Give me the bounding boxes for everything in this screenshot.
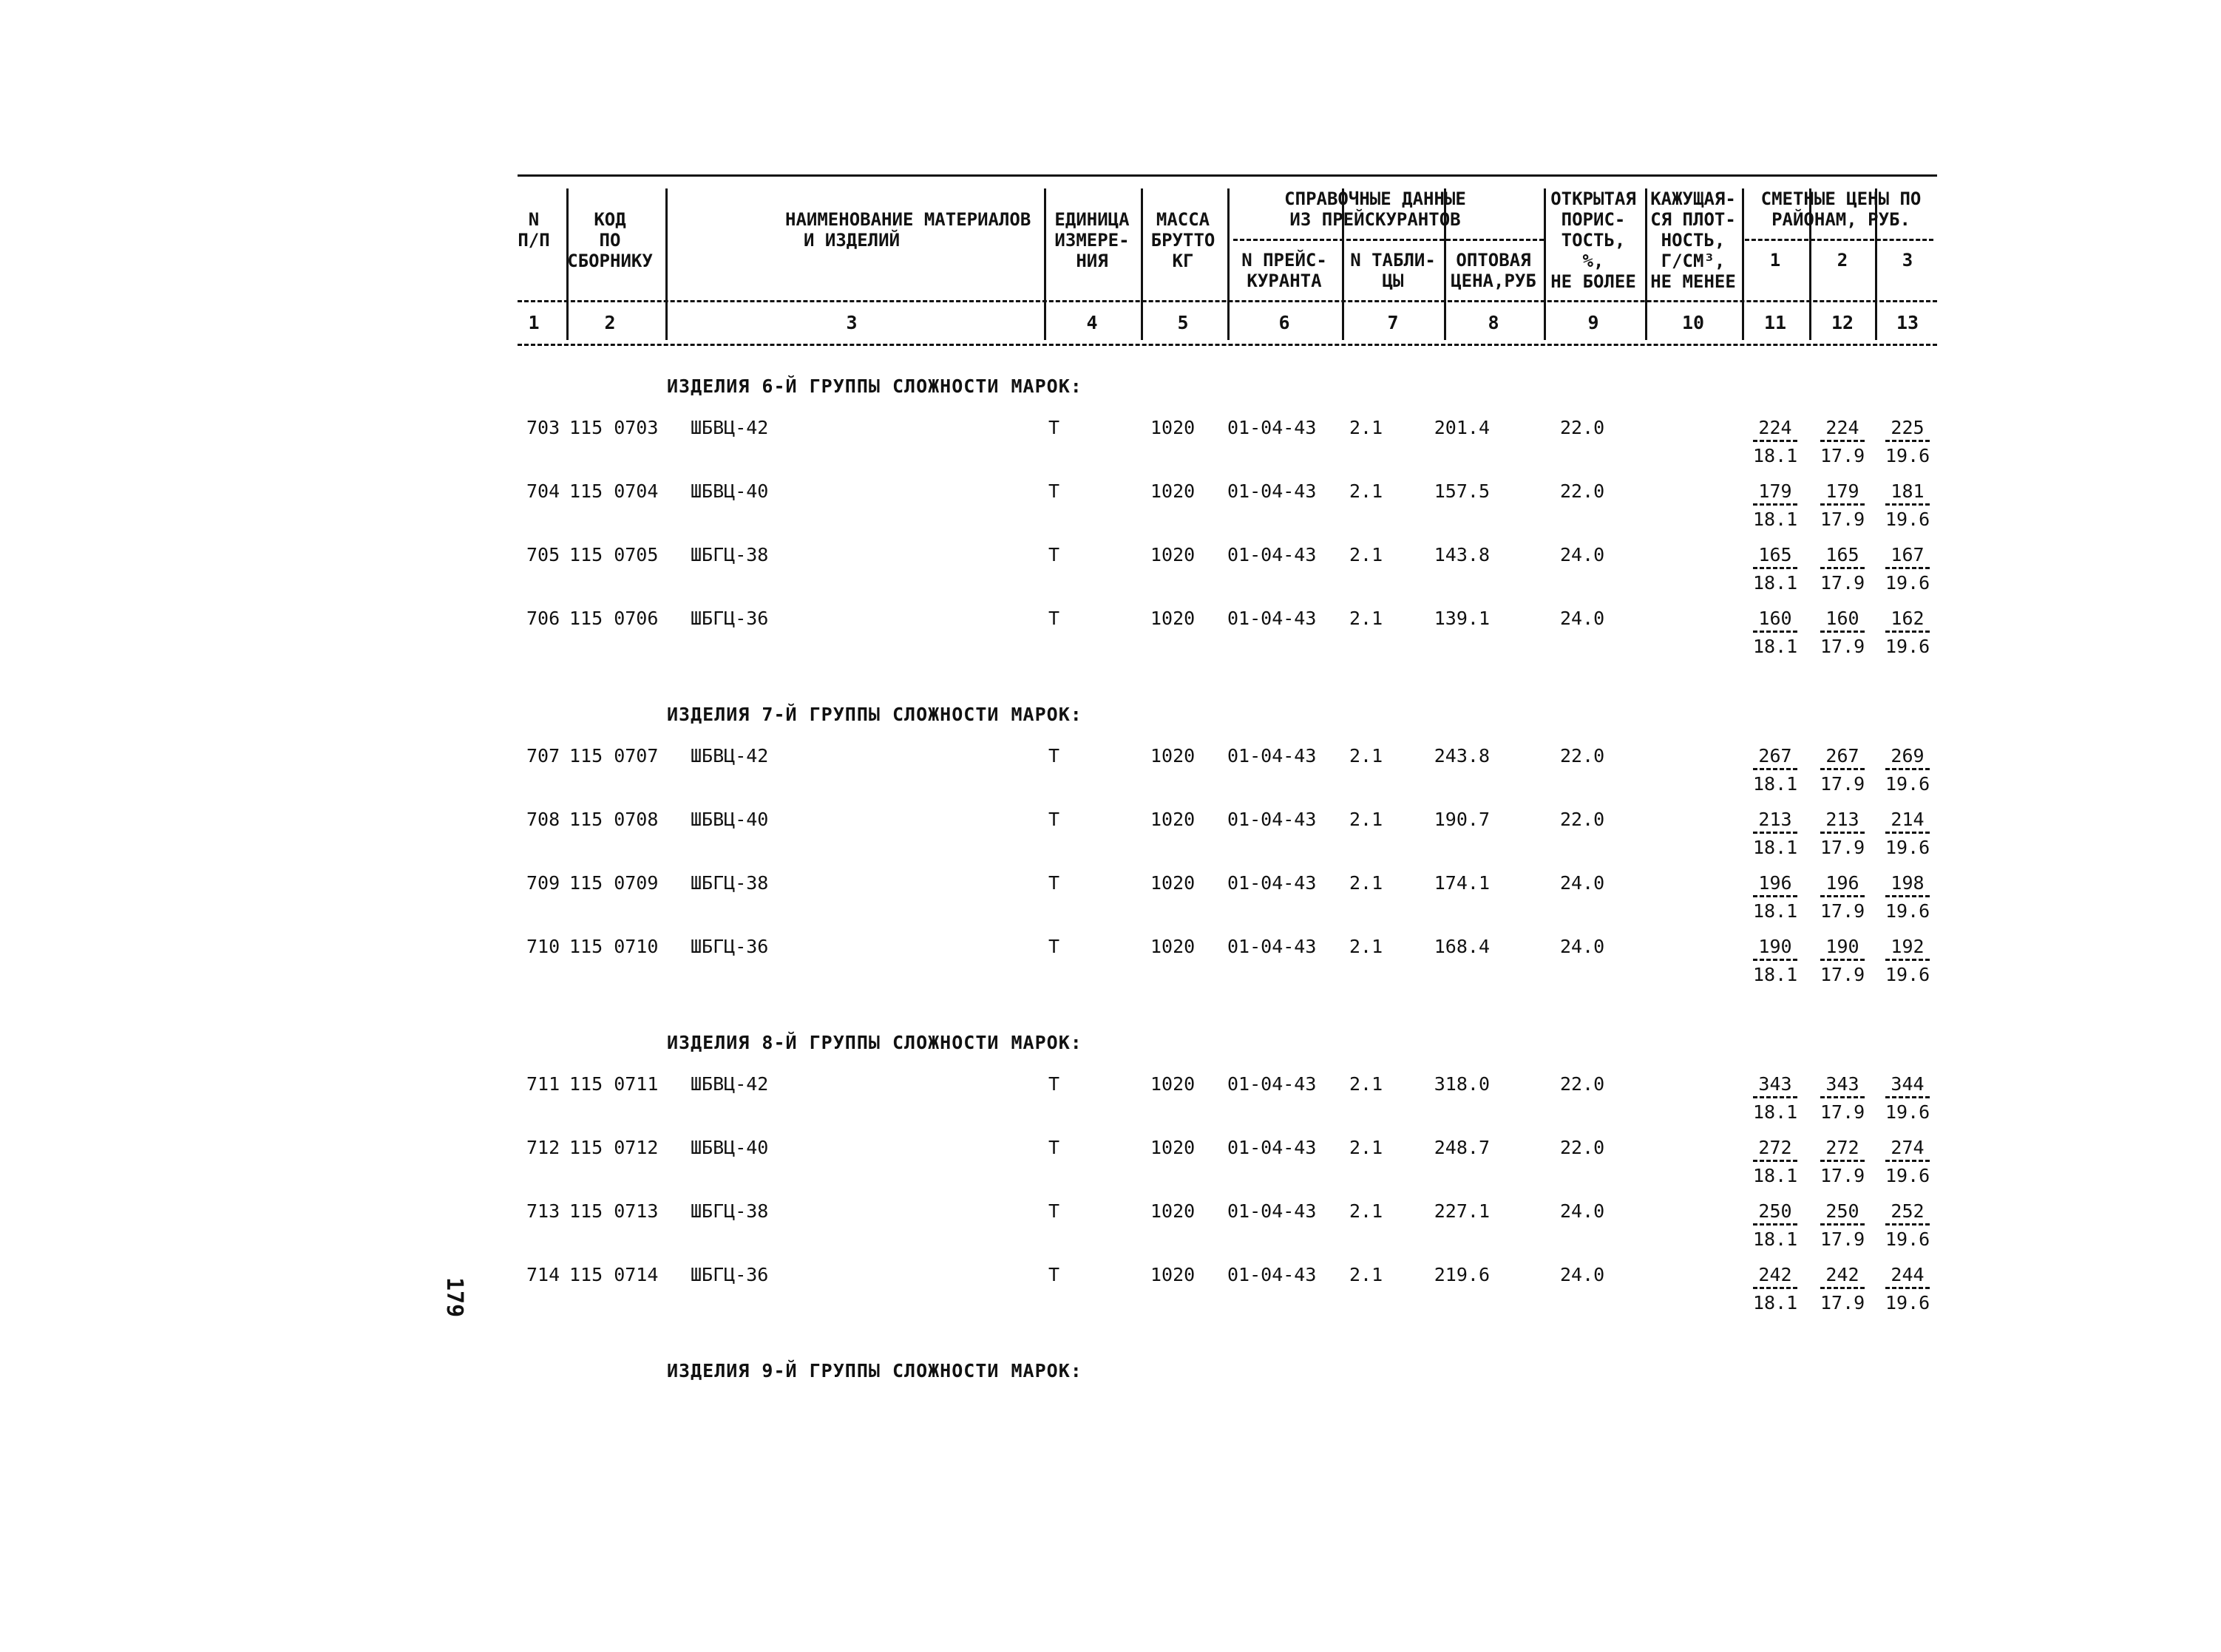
estimated-price: 225 — [1885, 417, 1930, 442]
row-porosity: 24.0 — [1560, 1200, 1605, 1222]
header-line: НОСТЬ, — [1661, 230, 1726, 251]
row-table: 2.1 — [1349, 417, 1383, 438]
price-coefficient: 17.9 — [1820, 1101, 1865, 1123]
column-number: 12 — [1831, 312, 1854, 333]
row-unit: Т — [1048, 1264, 1060, 1285]
row-number: 704 — [526, 480, 560, 502]
region-price-3 — [1885, 1200, 1930, 1250]
row-wholesale-price: 318.0 — [1434, 1073, 1490, 1095]
price-coefficient: 17.9 — [1820, 1228, 1865, 1250]
price-coefficient: 18.1 — [1753, 1101, 1798, 1123]
row-name: ШБВЦ-42 — [691, 417, 769, 438]
column-number: 10 — [1681, 312, 1705, 333]
row-porosity: 22.0 — [1560, 809, 1605, 830]
row-code: 115 0704 — [569, 480, 659, 502]
row-number: 712 — [526, 1137, 560, 1158]
header-line: НЕ МЕНЕЕ — [1650, 271, 1736, 292]
group-ref-rule — [1233, 239, 1544, 241]
price-coefficient: 17.9 — [1820, 837, 1865, 858]
row-mass: 1020 — [1150, 809, 1196, 830]
row-table: 2.1 — [1349, 1200, 1383, 1222]
header-group_ref — [1227, 188, 1523, 230]
estimated-price: 250 — [1820, 1200, 1865, 1226]
price-coefficient: 19.6 — [1885, 1101, 1930, 1123]
header-line: ОПТОВАЯ — [1456, 250, 1531, 271]
row-code: 115 0713 — [569, 1200, 659, 1222]
region-price-3 — [1885, 1264, 1930, 1313]
row-price-list: 01-04-43 — [1227, 1200, 1317, 1222]
row-number: 708 — [526, 809, 560, 830]
price-coefficient: 18.1 — [1753, 1165, 1798, 1186]
region-price-2 — [1820, 872, 1865, 922]
estimated-price: 181 — [1885, 480, 1930, 506]
region-price-2 — [1820, 809, 1865, 858]
row-number: 709 — [526, 872, 560, 894]
row-name: ШБГЦ-36 — [691, 608, 769, 629]
estimated-price: 267 — [1753, 745, 1797, 770]
row-unit: Т — [1048, 936, 1060, 957]
header-line: N ПРЕЙС- — [1241, 250, 1327, 271]
row-name: ШБГЦ-38 — [691, 544, 769, 565]
header-region-3: 3 — [1902, 250, 1913, 271]
header-line: СМЕТНЫЕ ЦЕНЫ ПО — [1760, 188, 1922, 209]
column-number: 7 — [1387, 312, 1399, 333]
estimated-price: 179 — [1820, 480, 1865, 506]
region-price-2 — [1820, 544, 1865, 594]
estimated-price: 242 — [1753, 1264, 1797, 1289]
header-line: ИЗМЕРЕ- — [1054, 230, 1130, 251]
row-code: 115 0708 — [569, 809, 659, 830]
row-code: 115 0706 — [569, 608, 659, 629]
row-table: 2.1 — [1349, 1264, 1383, 1285]
region-price-1 — [1753, 1137, 1797, 1186]
estimated-price: 224 — [1753, 417, 1797, 442]
group-prices-rule — [1745, 239, 1933, 241]
header-line: КУРАНТА — [1247, 271, 1322, 291]
price-coefficient: 17.9 — [1820, 1292, 1865, 1313]
header-line: N ТАБЛИ- — [1350, 250, 1436, 271]
price-coefficient: 19.6 — [1885, 445, 1930, 466]
row-number: 713 — [526, 1200, 560, 1222]
row-code: 115 0710 — [569, 936, 659, 957]
row-price-list: 01-04-43 — [1227, 872, 1317, 894]
header-line: ПОРИС- — [1561, 209, 1626, 230]
region-price-3 — [1885, 608, 1930, 657]
header-line: ЕДИНИЦА — [1054, 209, 1130, 230]
row-price-list: 01-04-43 — [1227, 417, 1317, 438]
row-porosity: 22.0 — [1560, 1073, 1605, 1095]
row-wholesale-price: 243.8 — [1434, 745, 1490, 766]
region-price-1 — [1753, 936, 1797, 985]
price-coefficient: 17.9 — [1820, 1165, 1865, 1186]
row-code: 115 0709 — [569, 872, 659, 894]
row-name: ШБГЦ-36 — [691, 936, 769, 957]
estimated-price: 162 — [1885, 608, 1930, 633]
row-table: 2.1 — [1349, 809, 1383, 830]
header-line: НАИМЕНОВАНИЕ МАТЕРИАЛОВ — [785, 209, 1031, 230]
header-col3 — [785, 209, 1031, 251]
row-wholesale-price: 201.4 — [1434, 417, 1490, 438]
estimated-price: 165 — [1820, 544, 1865, 569]
column-number: 2 — [604, 312, 616, 333]
row-wholesale-price: 190.7 — [1434, 809, 1490, 830]
row-code: 115 0711 — [569, 1073, 659, 1095]
header-line: Г/СМ³, — [1661, 251, 1726, 271]
row-number: 711 — [526, 1073, 560, 1095]
row-porosity: 22.0 — [1560, 745, 1605, 766]
row-number: 706 — [526, 608, 560, 629]
row-code: 115 0714 — [569, 1264, 659, 1285]
header-line: ЦЫ — [1382, 271, 1404, 291]
row-unit: Т — [1048, 417, 1060, 438]
price-coefficient: 18.1 — [1753, 773, 1798, 795]
estimated-price: 196 — [1753, 872, 1797, 897]
header-region-1: 1 — [1769, 250, 1781, 271]
column-number: 5 — [1177, 312, 1189, 333]
price-coefficient: 17.9 — [1820, 636, 1865, 657]
row-number: 703 — [526, 417, 560, 438]
row-wholesale-price: 248.7 — [1434, 1137, 1490, 1158]
row-mass: 1020 — [1150, 872, 1196, 894]
estimated-price: 165 — [1753, 544, 1797, 569]
estimated-price: 272 — [1820, 1137, 1865, 1162]
row-porosity: 22.0 — [1560, 417, 1605, 438]
price-coefficient: 18.1 — [1753, 964, 1798, 985]
row-name: ШБГЦ-36 — [691, 1264, 769, 1285]
estimated-price: 192 — [1885, 936, 1930, 961]
price-coefficient: 17.9 — [1820, 900, 1865, 922]
row-table: 2.1 — [1349, 936, 1383, 957]
estimated-price: 190 — [1820, 936, 1865, 961]
region-price-3 — [1885, 417, 1930, 466]
header-line: НИЯ — [1076, 251, 1108, 271]
header-line: СБОРНИКУ — [567, 251, 653, 271]
region-price-1 — [1753, 745, 1797, 795]
region-price-1 — [1753, 417, 1797, 466]
row-code: 115 0703 — [569, 417, 659, 438]
estimated-price: 214 — [1885, 809, 1930, 834]
region-price-2 — [1820, 608, 1865, 657]
header-line: ТОСТЬ, — [1561, 230, 1626, 251]
estimated-price: 252 — [1885, 1200, 1930, 1226]
row-unit: Т — [1048, 1137, 1060, 1158]
row-wholesale-price: 143.8 — [1434, 544, 1490, 565]
row-number: 710 — [526, 936, 560, 957]
row-porosity: 24.0 — [1560, 608, 1605, 629]
region-price-3 — [1885, 872, 1930, 922]
region-price-1 — [1753, 1073, 1797, 1123]
header-line: СПРАВОЧНЫЕ ДАННЫЕ — [1284, 188, 1466, 209]
header-top-rule — [518, 174, 1937, 177]
row-price-list: 01-04-43 — [1227, 544, 1317, 565]
region-price-3 — [1885, 809, 1930, 858]
estimated-price: 244 — [1885, 1264, 1930, 1289]
region-price-3 — [1885, 480, 1930, 530]
estimated-price: 343 — [1820, 1073, 1865, 1098]
header-region-2: 2 — [1837, 250, 1848, 271]
row-unit: Т — [1048, 480, 1060, 502]
row-porosity: 24.0 — [1560, 936, 1605, 957]
estimated-price: 269 — [1885, 745, 1930, 770]
row-name: ШБВЦ-40 — [691, 809, 769, 830]
row-wholesale-price: 168.4 — [1434, 936, 1490, 957]
price-coefficient: 19.6 — [1885, 509, 1930, 530]
region-price-3 — [1885, 1073, 1930, 1123]
row-price-list: 01-04-43 — [1227, 1137, 1317, 1158]
row-wholesale-price: 157.5 — [1434, 480, 1490, 502]
header-line: СЯ ПЛОТ- — [1650, 209, 1736, 230]
row-wholesale-price: 139.1 — [1434, 608, 1490, 629]
estimated-price: 250 — [1753, 1200, 1797, 1226]
price-coefficient: 17.9 — [1820, 509, 1865, 530]
region-price-2 — [1820, 417, 1865, 466]
price-coefficient: 18.1 — [1753, 1228, 1798, 1250]
region-price-3 — [1885, 936, 1930, 985]
header-line: И ИЗДЕЛИЙ — [803, 230, 901, 251]
row-price-list: 01-04-43 — [1227, 1264, 1317, 1285]
column-number: 3 — [846, 312, 858, 333]
row-unit: Т — [1048, 544, 1060, 565]
estimated-price: 242 — [1820, 1264, 1865, 1289]
region-price-1 — [1753, 480, 1797, 530]
region-price-2 — [1820, 1200, 1865, 1250]
row-number: 707 — [526, 745, 560, 766]
column-number: 1 — [528, 312, 540, 333]
header-bottom-rule — [518, 344, 1937, 346]
estimated-price: 343 — [1753, 1073, 1797, 1098]
row-table: 2.1 — [1349, 1137, 1383, 1158]
header-line: N — [528, 209, 540, 230]
row-unit: Т — [1048, 608, 1060, 629]
row-price-list: 01-04-43 — [1227, 1073, 1317, 1095]
estimated-price: 190 — [1753, 936, 1797, 961]
estimated-price: 160 — [1820, 608, 1865, 633]
header-col2 — [543, 209, 677, 271]
row-name: ШБВЦ-40 — [691, 480, 769, 502]
price-coefficient: 19.6 — [1885, 900, 1930, 922]
row-mass: 1020 — [1150, 1073, 1196, 1095]
estimated-price: 196 — [1820, 872, 1865, 897]
row-name: ШБВЦ-40 — [691, 1137, 769, 1158]
header-line: %, — [1582, 251, 1604, 271]
header-line: ИЗ ПРЕЙСКУРАНТОВ — [1289, 209, 1461, 230]
header-line: КГ — [1172, 251, 1194, 271]
region-price-1 — [1753, 544, 1797, 594]
header-group_prices — [1693, 188, 1989, 230]
region-price-3 — [1885, 745, 1930, 795]
header-line: НЕ БОЛЕЕ — [1550, 271, 1636, 292]
region-price-2 — [1820, 1264, 1865, 1313]
row-name: ШБВЦ-42 — [691, 745, 769, 766]
row-mass: 1020 — [1150, 608, 1196, 629]
row-unit: Т — [1048, 1200, 1060, 1222]
row-wholesale-price: 227.1 — [1434, 1200, 1490, 1222]
row-unit: Т — [1048, 745, 1060, 766]
section-title: ИЗДЕЛИЯ 8-Й ГРУППЫ СЛОЖНОСТИ МАРОК: — [667, 1032, 1082, 1053]
region-price-3 — [1885, 544, 1930, 594]
row-unit: Т — [1048, 809, 1060, 830]
price-coefficient: 17.9 — [1820, 964, 1865, 985]
header-line: П/П — [518, 230, 550, 251]
estimated-price: 213 — [1753, 809, 1797, 834]
estimated-price: 167 — [1885, 544, 1930, 569]
section-title: ИЗДЕЛИЯ 7-Й ГРУППЫ СЛОЖНОСТИ МАРОК: — [667, 704, 1082, 725]
column-number: 6 — [1278, 312, 1290, 333]
row-mass: 1020 — [1150, 1264, 1196, 1285]
row-name: ШБГЦ-38 — [691, 1200, 769, 1222]
column-number: 4 — [1086, 312, 1098, 333]
column-number: 9 — [1587, 312, 1599, 333]
row-number: 705 — [526, 544, 560, 565]
row-wholesale-price: 219.6 — [1434, 1264, 1490, 1285]
region-price-1 — [1753, 1264, 1797, 1313]
estimated-price: 213 — [1820, 809, 1865, 834]
price-coefficient: 19.6 — [1885, 1292, 1930, 1313]
price-coefficient: 19.6 — [1885, 773, 1930, 795]
row-table: 2.1 — [1349, 1073, 1383, 1095]
price-coefficient: 19.6 — [1885, 1165, 1930, 1186]
price-coefficient: 19.6 — [1885, 964, 1930, 985]
row-code: 115 0705 — [569, 544, 659, 565]
row-price-list: 01-04-43 — [1227, 809, 1317, 830]
header-line: КАЖУЩАЯ- — [1650, 188, 1736, 209]
row-price-list: 01-04-43 — [1227, 936, 1317, 957]
price-coefficient: 18.1 — [1753, 509, 1798, 530]
estimated-price: 344 — [1885, 1073, 1930, 1098]
region-price-2 — [1820, 480, 1865, 530]
header-line: ПО — [599, 230, 621, 251]
header-line: БРУТТО — [1150, 230, 1215, 251]
row-mass: 1020 — [1150, 417, 1196, 438]
price-coefficient: 19.6 — [1885, 572, 1930, 594]
header-line: РАЙОНАМ, РУБ. — [1771, 209, 1910, 230]
row-table: 2.1 — [1349, 872, 1383, 894]
row-mass: 1020 — [1150, 745, 1196, 766]
region-price-1 — [1753, 809, 1797, 858]
price-coefficient: 17.9 — [1820, 445, 1865, 466]
row-mass: 1020 — [1150, 936, 1196, 957]
estimated-price: 272 — [1753, 1137, 1797, 1162]
row-table: 2.1 — [1349, 745, 1383, 766]
price-coefficient: 18.1 — [1753, 837, 1798, 858]
row-code: 115 0712 — [569, 1137, 659, 1158]
row-unit: Т — [1048, 1073, 1060, 1095]
price-coefficient: 18.1 — [1753, 572, 1798, 594]
estimated-price: 160 — [1753, 608, 1797, 633]
price-coefficient: 18.1 — [1753, 445, 1798, 466]
price-coefficient: 18.1 — [1753, 1292, 1798, 1313]
price-coefficient: 19.6 — [1885, 1228, 1930, 1250]
row-name: ШБВЦ-42 — [691, 1073, 769, 1095]
row-wholesale-price: 174.1 — [1434, 872, 1490, 894]
row-mass: 1020 — [1150, 1200, 1196, 1222]
header-line: МАССА — [1156, 209, 1210, 230]
row-table: 2.1 — [1349, 480, 1383, 502]
column-number: 13 — [1896, 312, 1919, 333]
row-mass: 1020 — [1150, 480, 1196, 502]
region-price-1 — [1753, 608, 1797, 657]
row-number: 714 — [526, 1264, 560, 1285]
row-table: 2.1 — [1349, 544, 1383, 565]
price-coefficient: 17.9 — [1820, 773, 1865, 795]
column-number: 11 — [1763, 312, 1787, 333]
estimated-price: 274 — [1885, 1137, 1930, 1162]
row-code: 115 0707 — [569, 745, 659, 766]
region-price-1 — [1753, 1200, 1797, 1250]
region-price-2 — [1820, 745, 1865, 795]
row-table: 2.1 — [1349, 608, 1383, 629]
row-price-list: 01-04-43 — [1227, 608, 1317, 629]
row-price-list: 01-04-43 — [1227, 745, 1317, 766]
page-number: 179 — [441, 1277, 467, 1318]
row-unit: Т — [1048, 872, 1060, 894]
row-name: ШБГЦ-38 — [691, 872, 769, 894]
estimated-price: 267 — [1820, 745, 1865, 770]
row-mass: 1020 — [1150, 1137, 1196, 1158]
row-porosity: 22.0 — [1560, 1137, 1605, 1158]
header-line: ОТКРЫТАЯ — [1550, 188, 1636, 209]
region-price-2 — [1820, 1137, 1865, 1186]
price-coefficient: 18.1 — [1753, 636, 1798, 657]
row-porosity: 24.0 — [1560, 872, 1605, 894]
estimated-price: 224 — [1820, 417, 1865, 442]
header-line: КОД — [594, 209, 626, 230]
row-porosity: 22.0 — [1560, 480, 1605, 502]
column-number: 8 — [1488, 312, 1499, 333]
row-mass: 1020 — [1150, 544, 1196, 565]
header-line: ЦЕНА,РУБ — [1451, 271, 1536, 291]
region-price-3 — [1885, 1137, 1930, 1186]
region-price-2 — [1820, 1073, 1865, 1123]
section-title: ИЗДЕЛИЯ 6-Й ГРУППЫ СЛОЖНОСТИ МАРОК: — [667, 375, 1082, 397]
price-coefficient: 17.9 — [1820, 572, 1865, 594]
region-price-1 — [1753, 872, 1797, 922]
section-title: ИЗДЕЛИЯ 9-Й ГРУППЫ СЛОЖНОСТИ МАРОК: — [667, 1360, 1082, 1381]
price-coefficient: 19.6 — [1885, 636, 1930, 657]
region-price-2 — [1820, 936, 1865, 985]
estimated-price: 198 — [1885, 872, 1930, 897]
row-porosity: 24.0 — [1560, 544, 1605, 565]
price-coefficient: 19.6 — [1885, 837, 1930, 858]
price-coefficient: 18.1 — [1753, 900, 1798, 922]
row-porosity: 24.0 — [1560, 1264, 1605, 1285]
estimated-price: 179 — [1753, 480, 1797, 506]
row-price-list: 01-04-43 — [1227, 480, 1317, 502]
